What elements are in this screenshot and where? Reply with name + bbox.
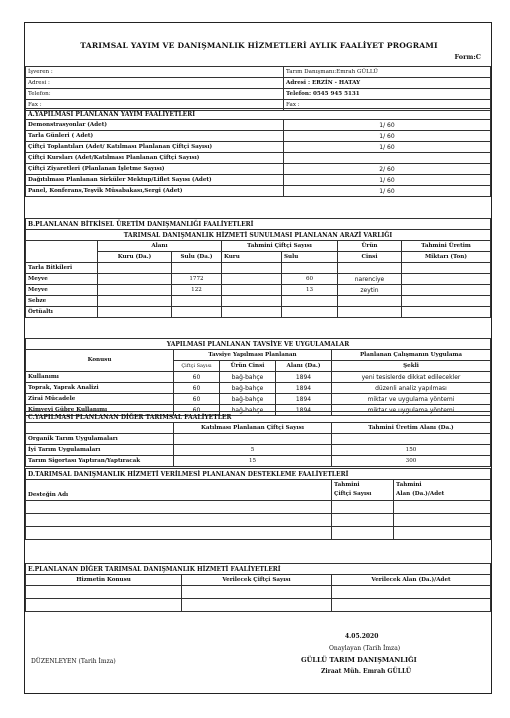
cell: miktar ve uygulama yöntemi xyxy=(332,394,491,405)
isveren-label: İşveren : xyxy=(26,67,284,78)
table-row xyxy=(26,296,491,307)
cell xyxy=(172,307,222,318)
table-row xyxy=(26,383,491,394)
row-label: Meyve xyxy=(26,285,98,296)
cell xyxy=(222,285,282,296)
sub-ciftci: Çiftçi Sayısı xyxy=(174,361,220,372)
cell xyxy=(402,296,491,307)
section-d-title: D.TARIMSAL DANIŞMANLIK HİZMETİ VERİLMESİ PLANLANAN DESTEKLEME FAALİYETLERİ xyxy=(26,469,491,480)
sub-sulu: Sulu xyxy=(282,252,338,263)
cell xyxy=(222,307,282,318)
section-b-subtitle: TARIMSAL DANIŞMANLIK HİZMETİ SUNULMASI PLANLANAN ARAZİ VARLIĞI xyxy=(26,230,491,241)
cell xyxy=(98,307,172,318)
cell: bağ-bahçe xyxy=(220,405,276,416)
cell: 15 xyxy=(174,456,332,467)
section-tavsiye-title: YAPILMASI PLANLANAN TAVSİYE VE UYGULAMALAR xyxy=(26,339,491,350)
table-row xyxy=(26,285,491,296)
table-cell-value: 1/ 60 xyxy=(284,142,491,153)
cell: 13 xyxy=(282,285,338,296)
row-label: Toprak, Yaprak Analizi xyxy=(26,383,174,394)
cell: 1894 xyxy=(276,372,332,383)
table-row xyxy=(26,599,491,612)
cell: narenciye xyxy=(338,274,402,285)
table-cell-value: 1/ 60 xyxy=(284,186,491,197)
fax-label: Fax : xyxy=(26,100,284,111)
col-urun-2: Cinsi xyxy=(338,252,402,263)
cell: 150 xyxy=(332,445,491,456)
section-d xyxy=(25,468,491,540)
adres-field: Adresi : ERZİN - HATAY xyxy=(284,78,491,89)
sub-kuru-da: Kuru (Da.) xyxy=(98,252,172,263)
cell xyxy=(98,296,172,307)
cell xyxy=(98,263,172,274)
form-page xyxy=(24,22,492,694)
fax-field: Fax : xyxy=(284,100,491,111)
table-row xyxy=(26,307,491,318)
cell xyxy=(402,274,491,285)
section-a xyxy=(25,108,491,197)
cell: bağ-bahçe xyxy=(220,383,276,394)
telefon-field: Telefon: 0545 945 5131 xyxy=(284,89,491,100)
cell xyxy=(402,263,491,274)
col-planlanan: Planlanan Çalışmanın Uygulama xyxy=(332,350,491,361)
cell xyxy=(98,285,172,296)
cell xyxy=(282,296,338,307)
table-cell-value: 1/ 60 xyxy=(284,120,491,131)
cell xyxy=(174,434,332,445)
col-destek-alan xyxy=(394,480,491,501)
col-hizmet-alan: Verilecek Alan (Da.)/Adet xyxy=(332,575,491,586)
table-cell-value: 2/ 60 xyxy=(284,164,491,175)
cell xyxy=(172,263,222,274)
col-katilim: Katılması Planlanan Çiftçi Sayısı xyxy=(174,423,332,434)
cell: 60 xyxy=(174,372,220,383)
row-label: Sebze xyxy=(26,296,98,307)
row-label: Zirai Mücadele xyxy=(26,394,174,405)
table-row-label: Dağıtılması Planlanan Sirküler Mektup/Liflet Sayısı (Adet) xyxy=(26,175,284,186)
cell xyxy=(222,263,282,274)
table-row xyxy=(26,514,491,527)
table-row xyxy=(26,434,491,445)
table-row xyxy=(26,586,491,599)
table-row-label: Tarla Günleri ( Adet) xyxy=(26,131,284,142)
row-label: Kimyevi Gübre Kullanımı xyxy=(26,405,174,416)
cell: 1772 xyxy=(172,274,222,285)
cell: 60 xyxy=(174,383,220,394)
cell: 122 xyxy=(172,285,222,296)
footer-person: Ziraat Müh. Emrah GÜLLÜ xyxy=(321,668,412,675)
cell: 5 xyxy=(174,445,332,456)
footer-onaylayan: Onaylayan (Tarih İmza) xyxy=(329,645,401,652)
col-destek-alan-line2: Alan (Da.)/Adet xyxy=(396,491,445,497)
cell: miktar ve uygulama yöntemi xyxy=(332,405,491,416)
col-destek-alan-line1: Tahmini xyxy=(396,482,422,488)
section-a-title: A.YAPILMASI PLANLANAN YAYIM FAALİYETLERİ xyxy=(26,109,491,120)
col-hizmet-ciftci: Verilecek Çiftçi Sayısı xyxy=(182,575,332,586)
row-label: Kullanımı xyxy=(26,372,174,383)
table-row-label: Demonstrasyonlar (Adet) xyxy=(26,120,284,131)
cell: yeni tesislerde dikkat edilecekler xyxy=(332,372,491,383)
col-konusu: Konusu xyxy=(26,350,174,372)
cell: 1894 xyxy=(276,405,332,416)
section-b xyxy=(25,218,491,318)
sub-kuru: Kuru xyxy=(222,252,282,263)
danisman-field: Tarım Danışmanı:Emrah GÜLLÜ xyxy=(284,67,491,78)
cell xyxy=(98,274,172,285)
section-tavsiye xyxy=(25,338,491,416)
cell: 60 xyxy=(282,274,338,285)
cell: 1894 xyxy=(276,383,332,394)
cell: 60 xyxy=(174,394,220,405)
table-row xyxy=(26,445,491,456)
form-code: Form:C xyxy=(454,53,481,61)
adres-label: Adresi : xyxy=(26,78,284,89)
col-hizmet-konu: Hizmetin Konusu xyxy=(26,575,182,586)
cell: bağ-bahçe xyxy=(220,394,276,405)
table-cell-value: 1/ 60 xyxy=(284,175,491,186)
cell xyxy=(402,285,491,296)
cell: 60 xyxy=(174,405,220,416)
section-e-title: E.PLANLANAN DİĞER TARIMSAL DANIŞMANLIK HİZMETİ FAALİYETLERİ xyxy=(26,564,491,575)
col-uretim-alani: Tahmini Üretim Alanı (Da.) xyxy=(332,423,491,434)
col-planlanan-2: Şekli xyxy=(332,361,491,372)
col-alani: Alanı xyxy=(98,241,222,252)
row-label: Tarım Sigortası Yaptıran/Yaptıracak xyxy=(26,456,174,467)
header-block xyxy=(25,66,491,111)
col-uretim-2: Miktarı (Ton) xyxy=(402,252,491,263)
sub-urun: Ürün Cinsi xyxy=(220,361,276,372)
cell xyxy=(332,434,491,445)
footer-duzenleyen: DÜZENLEYEN (Tarih İmza) xyxy=(31,658,116,665)
table-row xyxy=(26,274,491,285)
table-row xyxy=(26,456,491,467)
cell xyxy=(172,296,222,307)
col-destek-ciftci-line1: Tahmini xyxy=(334,482,360,488)
cell xyxy=(222,296,282,307)
cell: 300 xyxy=(332,456,491,467)
cell xyxy=(338,296,402,307)
col-urun: Ürün xyxy=(338,241,402,252)
col-destek-ciftci-line2: Çiftçi Sayısı xyxy=(334,491,372,497)
cell: düzenli analiz yapılması xyxy=(332,383,491,394)
table-row-label: Panel, Konferans,Teşvik Müsabakası,Sergi (Adet) xyxy=(26,186,284,197)
footer-date: 4.05.2020 xyxy=(345,633,379,640)
table-row xyxy=(26,372,491,383)
section-e xyxy=(25,563,491,612)
cell: bağ-bahçe xyxy=(220,372,276,383)
col-destek: Desteğin Adı xyxy=(26,480,332,501)
table-cell-value xyxy=(284,153,491,164)
table-row xyxy=(26,394,491,405)
cell xyxy=(402,307,491,318)
cell: zeytin xyxy=(338,285,402,296)
row-label: Tarla Bitkileri xyxy=(26,263,98,274)
table-row xyxy=(26,263,491,274)
row-label: Organik Tarım Uygulamaları xyxy=(26,434,174,445)
col-destek-ciftci xyxy=(332,480,394,501)
section-b-title: B.PLANLANAN BİTKİSEL ÜRETİM DANIŞMANLIĞI FAALİYETLERİ xyxy=(26,219,491,230)
section-c-title: C.YAPILMASI PLANLANAN DİĞER TARIMSAL FAALİYETLER xyxy=(26,412,491,423)
sub-alan: Alanı (Da.) xyxy=(276,361,332,372)
col-uretim: Tahmini Üretim xyxy=(402,241,491,252)
cell xyxy=(222,274,282,285)
col-tavsiye: Tavsiye Yapılması Planlanan xyxy=(174,350,332,361)
cell xyxy=(338,307,402,318)
telefon-label: Telefon: xyxy=(26,89,284,100)
col-ciftci: Tahmini Çiftçi Sayısı xyxy=(222,241,338,252)
table-row xyxy=(26,527,491,540)
cell xyxy=(282,263,338,274)
sub-sulu-da: Sulu (Da.) xyxy=(172,252,222,263)
row-label: Meyve xyxy=(26,274,98,285)
section-c xyxy=(25,411,491,467)
footer-company: GÜLLÜ TARIM DANIŞMANLIĞI xyxy=(301,656,417,664)
row-label: İyi Tarım Uygulamaları xyxy=(26,445,174,456)
cell xyxy=(338,263,402,274)
table-cell-value: 1/ 60 xyxy=(284,131,491,142)
page-title: TARIMSAL YAYIM VE DANIŞMANLIK HİZMETLERİ AYLIK FAALİYET PROGRAMI xyxy=(80,41,438,50)
cell: 1894 xyxy=(276,394,332,405)
table-row xyxy=(26,501,491,514)
cell xyxy=(282,307,338,318)
row-label: Örtüaltı xyxy=(26,307,98,318)
table-row-label: Çiftçi Toplantıları (Adet/ Katılması Planlanan Çiftçi Sayısı) xyxy=(26,142,284,153)
table-row-label: Çiftçi Ziyaretleri (Planlanan İşletme Sayısı) xyxy=(26,164,284,175)
table-row-label: Çiftçi Kursları (Adet/Katılması Planlanan Çiftçi Sayısı) xyxy=(26,153,284,164)
